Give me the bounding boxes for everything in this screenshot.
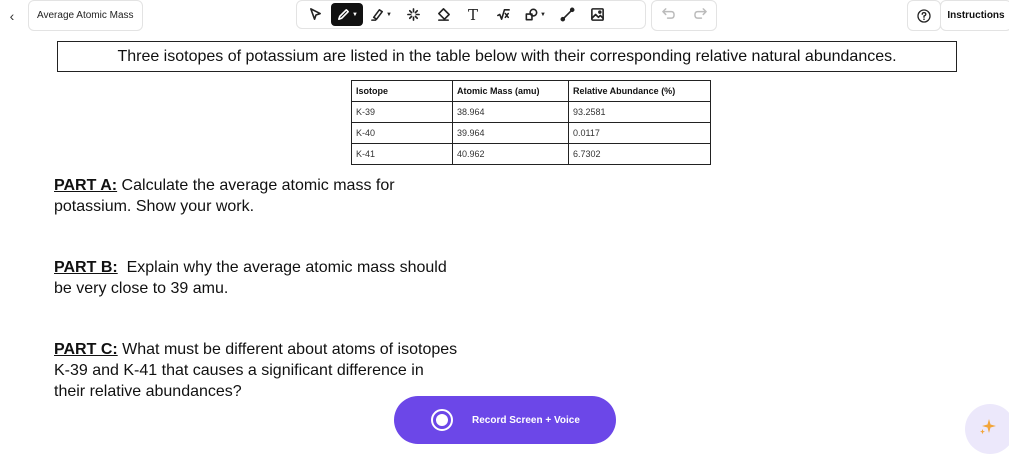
- table-row: [352, 102, 711, 123]
- table-cell: 40.962: [453, 144, 569, 165]
- table-row: [352, 123, 711, 144]
- record-icon: [431, 409, 453, 431]
- table-header: Relative Abundance (%): [569, 81, 711, 102]
- record-screen-button[interactable]: [394, 396, 616, 444]
- part-c-question: [54, 339, 457, 402]
- chevron-down-icon: ▼: [386, 11, 392, 18]
- part-b-label: PART B:: [54, 259, 118, 276]
- part-c-label: PART C:: [54, 341, 118, 358]
- highlighter-icon: [370, 7, 385, 22]
- pen-tool-button[interactable]: [331, 3, 363, 26]
- table-cell: K-41: [352, 144, 453, 165]
- isotope-table: [351, 80, 711, 165]
- back-button[interactable]: [0, 0, 24, 31]
- part-b-text-line2: be very close to 39 amu.: [54, 280, 229, 297]
- table-cell: 93.2581: [569, 102, 711, 123]
- instructions-label: Instructions: [947, 10, 1005, 21]
- part-a-text-line1: Calculate the average atomic mass for: [117, 177, 395, 194]
- highlighter-tool-button[interactable]: [365, 3, 397, 26]
- undo-redo-group: [651, 0, 717, 31]
- laser-tool-button[interactable]: [399, 3, 427, 26]
- help-icon: [917, 9, 931, 23]
- ai-assistant-button[interactable]: [965, 404, 1009, 454]
- table-cell: 6.7302: [569, 144, 711, 165]
- sparkle-icon: [979, 418, 997, 436]
- undo-icon: [662, 7, 675, 20]
- equation-icon: [496, 7, 511, 22]
- part-c-text-line1: What must be different about atoms of isotopes: [117, 341, 458, 358]
- text-tool-button[interactable]: [459, 3, 487, 26]
- undo-button[interactable]: [662, 7, 675, 25]
- redo-icon: [694, 7, 707, 20]
- shapes-icon: [524, 7, 539, 22]
- part-a-question: [54, 175, 395, 217]
- line-icon: [560, 7, 575, 22]
- record-screen-label: Record Screen + Voice: [472, 414, 580, 426]
- chevron-left-icon: ‹: [9, 7, 15, 24]
- eraser-icon: [436, 7, 451, 22]
- part-b-question: [54, 257, 447, 299]
- table-header: Atomic Mass (amu): [453, 81, 569, 102]
- part-b-text-line1: Explain why the average atomic mass should: [117, 259, 447, 276]
- table-header-row: [352, 81, 711, 102]
- text-icon: T: [467, 5, 478, 24]
- pen-icon: [336, 7, 351, 22]
- table-cell: 38.964: [453, 102, 569, 123]
- instructions-button[interactable]: [940, 0, 1009, 31]
- line-tool-button[interactable]: [553, 3, 581, 26]
- question-header: [57, 41, 957, 72]
- select-tool-button[interactable]: [301, 3, 329, 26]
- image-icon: [590, 7, 605, 22]
- redo-button[interactable]: [694, 7, 707, 25]
- equation-tool-button[interactable]: [489, 3, 517, 26]
- table-cell: 39.964: [453, 123, 569, 144]
- part-a-text-line2: potassium. Show your work.: [54, 198, 255, 215]
- document-title[interactable]: [28, 0, 143, 31]
- image-tool-button[interactable]: [583, 3, 611, 26]
- help-button[interactable]: [907, 0, 941, 31]
- chevron-down-icon: ▼: [352, 11, 358, 18]
- part-c-text-line2: K-39 and K-41 that causes a significant difference in: [54, 362, 424, 379]
- laser-icon: [406, 7, 421, 22]
- question-header-text: Three isotopes of potassium are listed in the table below with their corresponding relative natural abundances.: [117, 47, 897, 65]
- shapes-tool-button[interactable]: [519, 3, 551, 26]
- table-cell: K-39: [352, 102, 453, 123]
- table-row: [352, 144, 711, 165]
- eraser-tool-button[interactable]: [429, 3, 457, 26]
- table-cell: 0.0117: [569, 123, 711, 144]
- part-a-label: PART A:: [54, 177, 118, 194]
- drawing-toolbar: [296, 0, 646, 29]
- chevron-down-icon: ▼: [540, 11, 546, 18]
- table-cell: K-40: [352, 123, 453, 144]
- document-title-text: Average Atomic Mass: [37, 10, 134, 21]
- select-icon: [308, 7, 323, 22]
- part-c-text-line3: their relative abundances?: [54, 383, 242, 400]
- table-header: Isotope: [352, 81, 453, 102]
